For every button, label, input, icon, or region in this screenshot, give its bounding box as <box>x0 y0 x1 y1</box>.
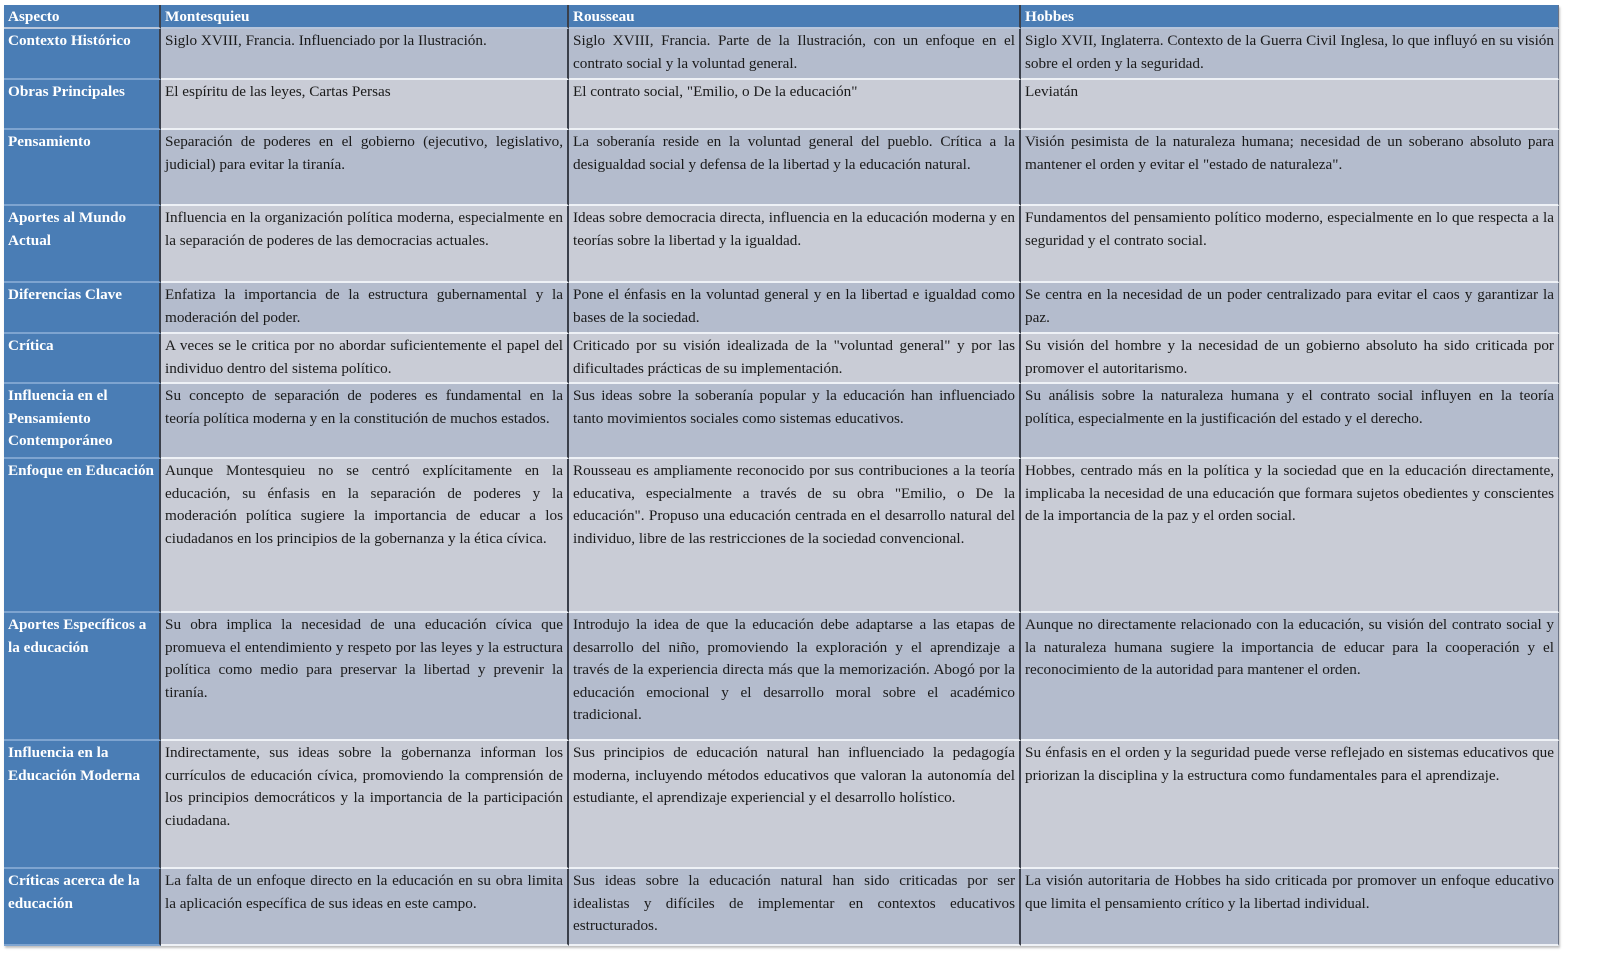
row-aspect: Enfoque en Educación <box>4 459 161 613</box>
table-row <box>4 384 1559 459</box>
table-row <box>4 29 1559 80</box>
cell-montesquieu: Influencia en la organización política moderna, especialmente en la separación de poderes de las democracias actuales. <box>161 206 569 283</box>
cell-montesquieu: A veces se le critica por no abordar suficientemente el papel del individuo dentro del sistema político. <box>161 334 569 384</box>
table-row <box>4 206 1559 283</box>
cell-hobbes: Hobbes, centrado más en la política y la sociedad que en la educación directamente, implicaba la necesidad de una educación que formara sujetos obedientes y conscientes de la importancia de la paz y el orden social. <box>1021 459 1559 613</box>
cell-rousseau: Sus ideas sobre la soberanía popular y la educación han influenciado tanto movimientos sociales como sistemas educativos. <box>569 384 1021 459</box>
cell-hobbes: Su análisis sobre la naturaleza humana y el contrato social influyen en la teoría política, especialmente en la justificación del estado y el derecho. <box>1021 384 1559 459</box>
cell-montesquieu: Enfatiza la importancia de la estructura gubernamental y la moderación del poder. <box>161 283 569 334</box>
table-row <box>4 130 1559 206</box>
table-row <box>4 459 1559 613</box>
cell-rousseau: Rousseau es ampliamente reconocido por sus contribuciones a la teoría educativa, especialmente a través de su obra "Emilio, o De la educación". Propuso una educación centrada en el desarrollo natural del individuo, libre de las restricciones de la sociedad convencional. <box>569 459 1021 613</box>
cell-rousseau: El contrato social, "Emilio, o De la educación" <box>569 80 1021 130</box>
cell-rousseau: Introdujo la idea de que la educación debe adaptarse a las etapas de desarrollo del niño, promoviendo la exploración y el aprendizaje a través de la experiencia directa más que la memorización. Abogó por la educación emocional y el desarrollo moral sobre el académico tradicional. <box>569 613 1021 741</box>
cell-hobbes: Fundamentos del pensamiento político moderno, especialmente en lo que respecta a la seguridad y el contrato social. <box>1021 206 1559 283</box>
cell-rousseau: Sus ideas sobre la educación natural han sido criticadas por ser idealistas y difíciles de implementar en contextos educativos estructurados. <box>569 869 1021 946</box>
cell-montesquieu: Separación de poderes en el gobierno (ejecutivo, legislativo, judicial) para evitar la tiranía. <box>161 130 569 206</box>
cell-rousseau: Siglo XVIII, Francia. Parte de la Ilustración, con un enfoque en el contrato social y la voluntad general. <box>569 29 1021 80</box>
row-aspect: Contexto Histórico <box>4 29 161 80</box>
cell-montesquieu: Siglo XVIII, Francia. Influenciado por la Ilustración. <box>161 29 569 80</box>
cell-montesquieu: Aunque Montesquieu no se centró explícitamente en la educación, su énfasis en la separación de poderes y la moderación política sugiere la importancia de educar a los ciudadanos en los principios de la gobernanza y la ética cívica. <box>161 459 569 613</box>
table-row <box>4 334 1559 384</box>
comparison-table <box>4 5 1559 946</box>
row-aspect: Diferencias Clave <box>4 283 161 334</box>
cell-hobbes: Su énfasis en el orden y la seguridad puede verse reflejado en sistemas educativos que priorizan la disciplina y la estructura como fundamentales para el aprendizaje. <box>1021 741 1559 869</box>
row-aspect: Críticas acerca de la educación <box>4 869 161 946</box>
cell-rousseau: Criticado por su visión idealizada de la "voluntad general" y por las dificultades prácticas de su implementación. <box>569 334 1021 384</box>
row-aspect: Crítica <box>4 334 161 384</box>
table-row <box>4 869 1559 946</box>
cell-montesquieu: El espíritu de las leyes, Cartas Persas <box>161 80 569 130</box>
cell-hobbes: Visión pesimista de la naturaleza humana; necesidad de un soberano absoluto para mantener el orden y evitar el "estado de naturaleza". <box>1021 130 1559 206</box>
cell-montesquieu: Indirectamente, sus ideas sobre la gobernanza informan los currículos de educación cívica, promoviendo la comprensión de los principios democráticos y la importancia de la participación ciudadana. <box>161 741 569 869</box>
row-aspect: Influencia en el Pensamiento Contemporáneo <box>4 384 161 459</box>
row-aspect: Influencia en la Educación Moderna <box>4 741 161 869</box>
cell-hobbes: Aunque no directamente relacionado con la educación, su visión del contrato social y la naturaleza humana sugiere la importancia de educar para la cooperación y el reconocimiento de la autoridad para mantener el orden. <box>1021 613 1559 741</box>
cell-rousseau: Sus principios de educación natural han influenciado la pedagogía moderna, incluyendo métodos educativos que valoran la autonomía del estudiante, el aprendizaje experiencial y el desarrollo holístico. <box>569 741 1021 869</box>
cell-hobbes: Se centra en la necesidad de un poder centralizado para evitar el caos y garantizar la paz. <box>1021 283 1559 334</box>
cell-montesquieu: Su obra implica la necesidad de una educación cívica que promueva el entendimiento y respeto por las leyes y la estructura política como medio para preservar la libertad y prevenir la tiranía. <box>161 613 569 741</box>
cell-rousseau: Pone el énfasis en la voluntad general y en la libertad e igualdad como bases de la sociedad. <box>569 283 1021 334</box>
cell-montesquieu: La falta de un enfoque directo en la educación en su obra limita la aplicación específica de sus ideas en este campo. <box>161 869 569 946</box>
table-row <box>4 80 1559 130</box>
cell-montesquieu: Su concepto de separación de poderes es fundamental en la teoría política moderna y en la constitución de muchos estados. <box>161 384 569 459</box>
cell-hobbes: Leviatán <box>1021 80 1559 130</box>
header-aspecto: Aspecto <box>4 5 161 29</box>
row-aspect: Aportes al Mundo Actual <box>4 206 161 283</box>
header-montesquieu: Montesquieu <box>161 5 569 29</box>
cell-rousseau: La soberanía reside en la voluntad general del pueblo. Crítica a la desigualdad social y defensa de la libertad y la educación natural. <box>569 130 1021 206</box>
table-row <box>4 283 1559 334</box>
header-hobbes: Hobbes <box>1021 5 1559 29</box>
cell-rousseau: Ideas sobre democracia directa, influencia en la educación moderna y en teorías sobre la libertad y la igualdad. <box>569 206 1021 283</box>
cell-hobbes: Siglo XVII, Inglaterra. Contexto de la Guerra Civil Inglesa, lo que influyó en su visión sobre el orden y la seguridad. <box>1021 29 1559 80</box>
cell-hobbes: La visión autoritaria de Hobbes ha sido criticada por promover un enfoque educativo que limita el pensamiento crítico y la libertad individual. <box>1021 869 1559 946</box>
header-rousseau: Rousseau <box>569 5 1021 29</box>
table-row <box>4 613 1559 741</box>
row-aspect: Aportes Específicos a la educación <box>4 613 161 741</box>
row-aspect: Pensamiento <box>4 130 161 206</box>
header-row <box>4 5 1559 29</box>
cell-hobbes: Su visión del hombre y la necesidad de un gobierno absoluto ha sido criticada por promover el autoritarismo. <box>1021 334 1559 384</box>
table-row <box>4 741 1559 869</box>
row-aspect: Obras Principales <box>4 80 161 130</box>
